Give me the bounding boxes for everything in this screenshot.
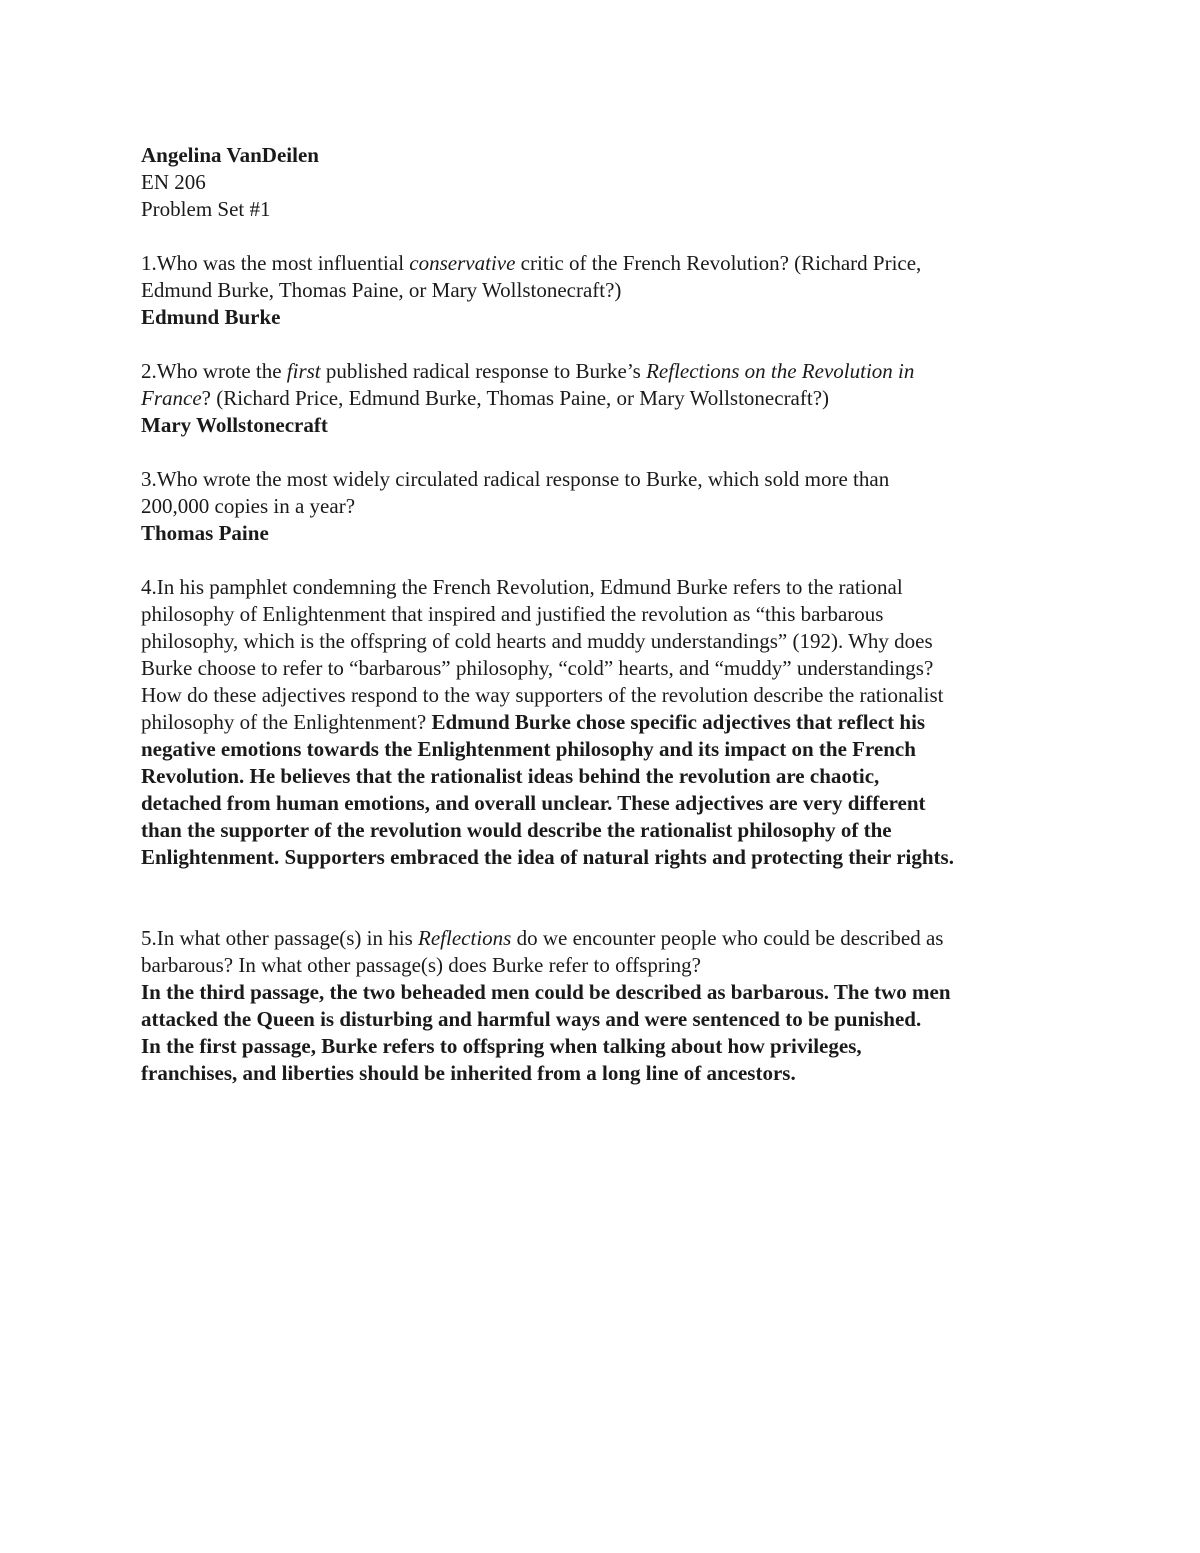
spacer [141,331,1066,358]
document-page [141,142,1066,1087]
question-4-answer-line: than the supporter of the revolution would describe the rationalist philosophy of the [141,818,892,842]
question-1-answer: Edmund Burke [141,305,281,329]
question-2 [141,358,1066,439]
spacer [141,547,1066,574]
question-4-line-4: Burke choose to refer to “barbarous” philosophy, “cold” hearts, and “muddy” understandings? [141,656,934,680]
student-name: Angelina VanDeilen [141,143,319,167]
question-4-line-2: philosophy of Enlightenment that inspired and justified the revolution as “this barbarous [141,602,884,626]
question-4-answer-start: Edmund Burke chose specific adjectives that reflect his [431,710,926,734]
spacer [141,439,1066,466]
question-1-line-1: 1.Who was the most influential conservative critic of the French Revolution? (Richard Price, [141,251,922,275]
question-1 [141,250,1066,331]
question-1-line-2: Edmund Burke, Thomas Paine, or Mary Wollstonecraft?) [141,278,622,302]
course-code: EN 206 [141,170,206,194]
question-4-answer-line: Enlightenment. Supporters embraced the idea of natural rights and protecting their rights. [141,845,954,869]
question-3 [141,466,1066,547]
question-5-answer-line: In the third passage, the two beheaded men could be described as barbarous. The two men [141,980,951,1004]
question-5-line-2: barbarous? In what other passage(s) does Burke refer to offspring? [141,953,701,977]
question-3-line-1: 3.Who wrote the most widely circulated radical response to Burke, which sold more than [141,467,890,491]
question-4-line-3: philosophy, which is the offspring of cold hearts and muddy understandings” (192). Why does [141,629,933,653]
question-number: 2. [141,359,157,383]
question-5 [141,925,1066,1087]
question-4-answer-line: Revolution. He believes that the rationalist ideas behind the revolution are chaotic, [141,764,880,788]
question-4-answer-line: detached from human emotions, and overall unclear. These adjectives are very different [141,791,926,815]
question-number: 3. [141,467,157,491]
question-4-line-6: philosophy of the Enlightenment? Edmund Burke chose specific adjectives that reflect his [141,710,926,734]
question-2-line-2: France? (Richard Price, Edmund Burke, Thomas Paine, or Mary Wollstonecraft?) [141,386,830,410]
spacer [141,223,1066,250]
question-3-answer: Thomas Paine [141,521,269,545]
question-2-answer: Mary Wollstonecraft [141,413,328,437]
assignment-title: Problem Set #1 [141,197,271,221]
question-2-line-1: 2.Who wrote the first published radical response to Burke’s Reflections on the Revolution in [141,359,915,383]
question-4-line-1: 4.In his pamphlet condemning the French Revolution, Edmund Burke refers to the rational [141,575,903,599]
question-5-answer-line: attacked the Queen is disturbing and harmful ways and were sentenced to be punished. [141,1007,922,1031]
question-5-line-1: 5.In what other passage(s) in his Reflections do we encounter people who could be described as [141,926,944,950]
question-3-line-2: 200,000 copies in a year? [141,494,356,518]
question-number: 5. [141,926,157,950]
question-number: 4. [141,575,157,599]
spacer [141,871,1066,925]
question-4-line-5: How do these adjectives respond to the way supporters of the revolution describe the rationalist [141,683,944,707]
question-4-answer-line: negative emotions towards the Enlightenment philosophy and its impact on the French [141,737,916,761]
question-5-answer-line: In the first passage, Burke refers to offspring when talking about how privileges, [141,1034,862,1058]
question-4 [141,574,1066,871]
question-5-answer-line: franchises, and liberties should be inherited from a long line of ancestors. [141,1061,796,1085]
question-number: 1. [141,251,157,275]
